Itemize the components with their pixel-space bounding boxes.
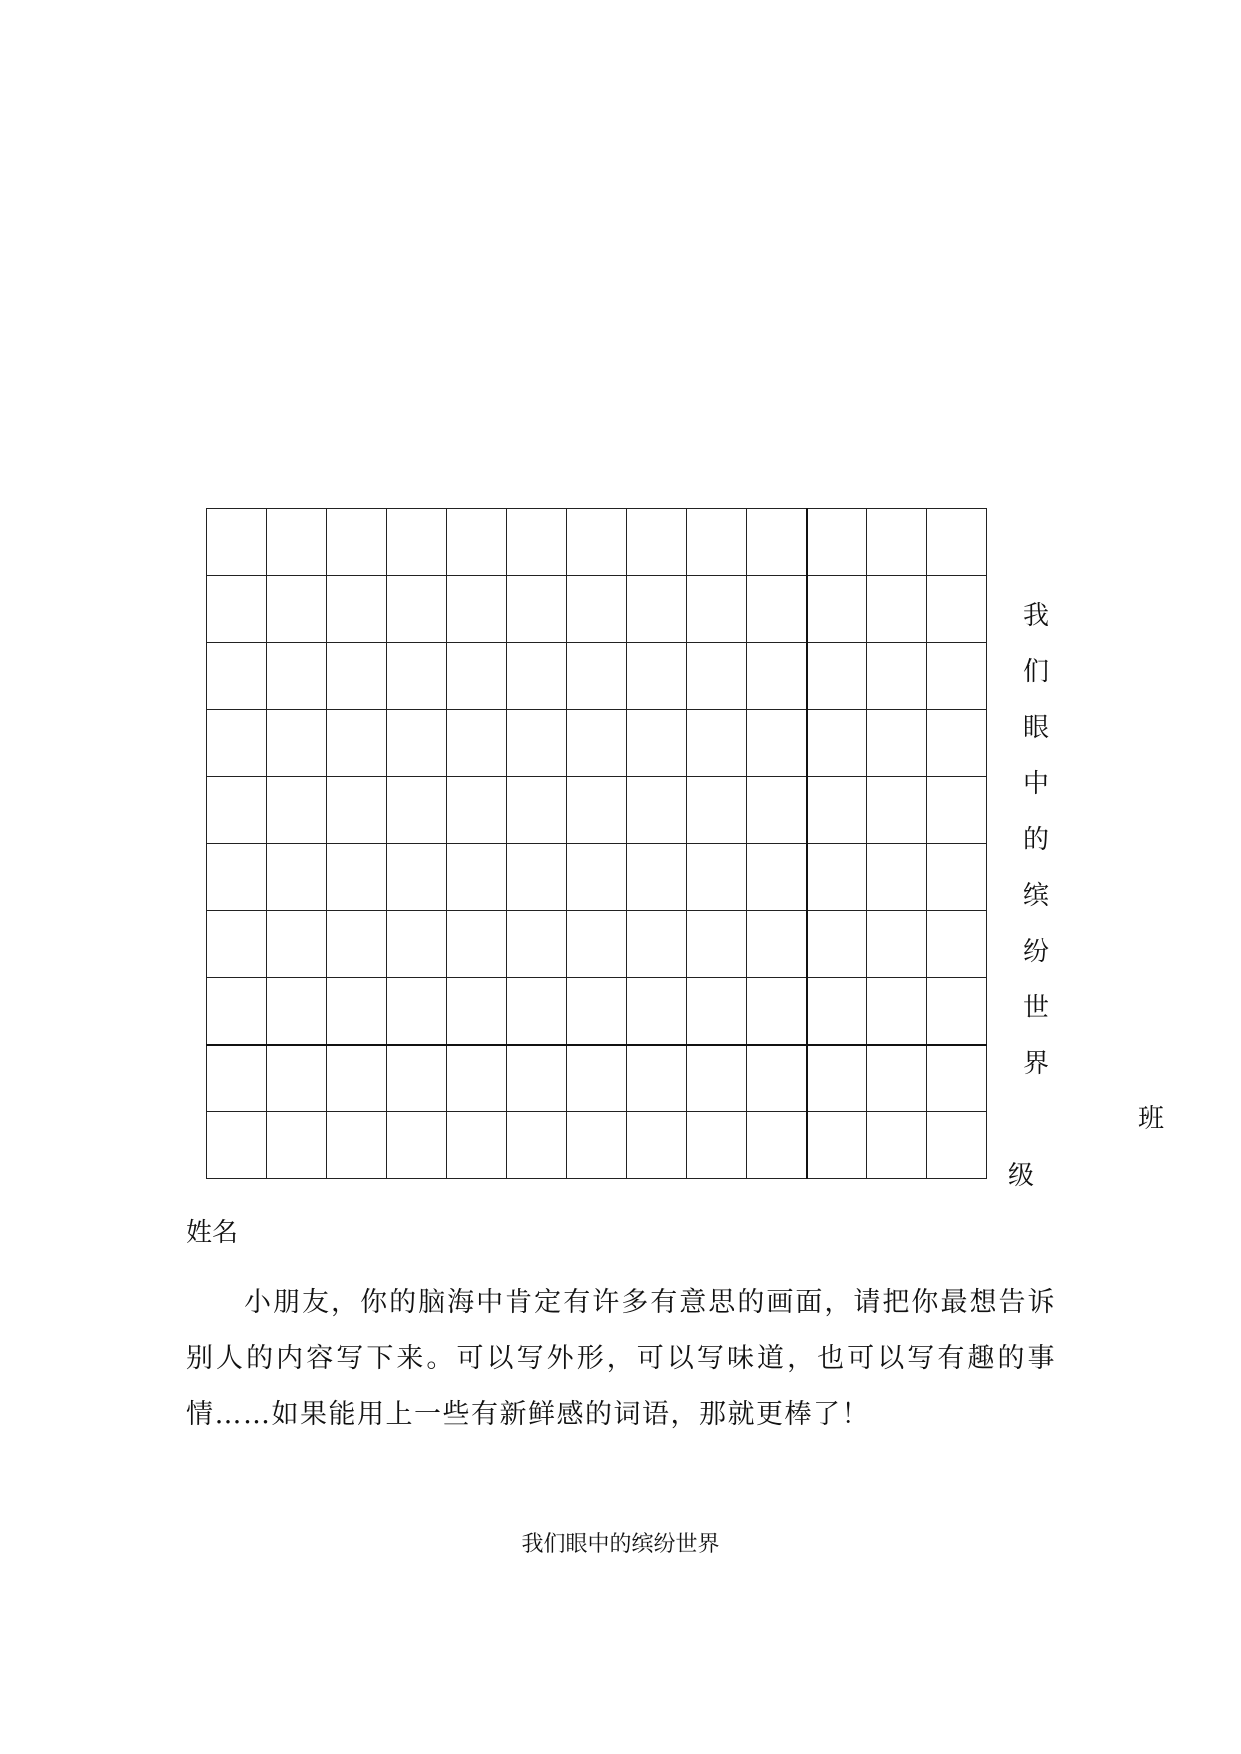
vertical-title-char: 缤	[1022, 881, 1049, 911]
grid-cell[interactable]	[867, 710, 927, 777]
grid-cell[interactable]	[327, 978, 387, 1045]
grid-cell[interactable]	[627, 710, 687, 777]
grid-cell[interactable]	[387, 643, 447, 710]
grid-cell[interactable]	[267, 1112, 327, 1179]
vertical-title-char: 界	[1022, 1049, 1049, 1079]
grid-cell[interactable]	[507, 844, 567, 911]
grid-cell[interactable]	[867, 777, 927, 844]
grid-row	[207, 844, 987, 911]
vertical-title-char: 们	[1022, 657, 1049, 687]
grid-cell[interactable]	[207, 1112, 267, 1179]
grid-cell[interactable]	[567, 911, 627, 978]
grid-cell[interactable]	[267, 978, 327, 1045]
grid-cell[interactable]	[507, 509, 567, 576]
grid-cell[interactable]	[267, 643, 327, 710]
grid-cell[interactable]	[627, 1112, 687, 1179]
grid-cell[interactable]	[387, 777, 447, 844]
grid-cell[interactable]	[747, 911, 807, 978]
grid-cell[interactable]	[927, 710, 987, 777]
grid-cell[interactable]	[267, 710, 327, 777]
grid-cell[interactable]	[327, 1045, 387, 1112]
footer-title: 我们眼中的缤纷世界	[521, 1532, 720, 1557]
grid-cell[interactable]	[387, 978, 447, 1045]
grid-cell[interactable]	[687, 710, 747, 777]
grid-cell[interactable]	[507, 643, 567, 710]
grid-cell[interactable]	[447, 643, 507, 710]
grid-cell[interactable]	[927, 576, 987, 643]
grid-cell[interactable]	[387, 576, 447, 643]
name-label: 姓名	[186, 1218, 239, 1248]
grid-cell[interactable]	[807, 911, 867, 978]
grid-cell[interactable]	[207, 643, 267, 710]
grid-cell[interactable]	[267, 576, 327, 643]
grid-cell[interactable]	[807, 710, 867, 777]
vertical-title	[1016, 596, 1056, 1100]
grid-cell[interactable]	[507, 710, 567, 777]
grid-cell[interactable]	[627, 1045, 687, 1112]
grid-cell[interactable]	[927, 643, 987, 710]
grid-cell[interactable]	[867, 1112, 927, 1179]
writing-grid[interactable]	[206, 508, 987, 1179]
vertical-title-char: 眼	[1022, 713, 1049, 743]
grid-cell[interactable]	[267, 1045, 327, 1112]
vertical-title-char: 我	[1022, 601, 1049, 631]
grid-cell[interactable]	[207, 911, 267, 978]
grid-cell[interactable]	[447, 710, 507, 777]
grid-cell[interactable]	[627, 643, 687, 710]
grid-cell[interactable]	[327, 777, 387, 844]
grid-cell[interactable]	[627, 844, 687, 911]
grid-cell[interactable]	[867, 911, 927, 978]
grid-cell[interactable]	[387, 911, 447, 978]
grid-cell[interactable]	[267, 509, 327, 576]
grid-cell[interactable]	[387, 1112, 447, 1179]
grid-cell[interactable]	[567, 710, 627, 777]
grid-cell[interactable]	[747, 710, 807, 777]
grid-cell[interactable]	[867, 509, 927, 576]
grid-row	[207, 643, 987, 710]
vertical-title-char: 纷	[1022, 937, 1049, 967]
grid-cell[interactable]	[627, 777, 687, 844]
grid-cell[interactable]	[327, 710, 387, 777]
grid-cell[interactable]	[807, 576, 867, 643]
grid-cell[interactable]	[747, 643, 807, 710]
grid-cell[interactable]	[627, 509, 687, 576]
grid-row	[207, 978, 987, 1045]
grid-cell[interactable]	[567, 844, 627, 911]
class-label-char-1: 班	[1138, 1104, 1165, 1134]
grid-cell[interactable]	[507, 777, 567, 844]
grid-cell[interactable]	[567, 1112, 627, 1179]
grid-cell[interactable]	[507, 978, 567, 1045]
grid-cell[interactable]	[747, 844, 807, 911]
class-label-char-2: 级	[1008, 1161, 1035, 1191]
grid-cell[interactable]	[207, 777, 267, 844]
grid-cell[interactable]	[807, 777, 867, 844]
grid-cell[interactable]	[387, 844, 447, 911]
grid-row	[207, 576, 987, 643]
grid-cell[interactable]	[447, 978, 507, 1045]
instructions-paragraph: 小朋友，你的脑海中肯定有许多有意思的画面，请把你最想告诉别人的内容写下来。可以写外形，可以写味道，也可以写有趣的事情……如果能用上一些有新鲜感的词语，那就更棒了！	[186, 1287, 1056, 1430]
grid-cell[interactable]	[327, 1112, 387, 1179]
grid-cell[interactable]	[507, 911, 567, 978]
writing-grid-body	[207, 509, 987, 1179]
grid-cell[interactable]	[747, 978, 807, 1045]
grid-cell[interactable]	[747, 1045, 807, 1112]
grid-cell[interactable]	[567, 509, 627, 576]
grid-cell[interactable]	[687, 978, 747, 1045]
grid-cell[interactable]	[867, 1045, 927, 1112]
grid-cell[interactable]	[387, 710, 447, 777]
grid-cell[interactable]	[747, 509, 807, 576]
grid-cell[interactable]	[867, 576, 927, 643]
vertical-title-char: 的	[1022, 825, 1049, 855]
grid-cell[interactable]	[627, 978, 687, 1045]
grid-cell[interactable]	[687, 844, 747, 911]
grid-cell[interactable]	[747, 576, 807, 643]
grid-cell[interactable]	[687, 1045, 747, 1112]
grid-cell[interactable]	[927, 1112, 987, 1179]
grid-cell[interactable]	[387, 509, 447, 576]
grid-cell[interactable]	[507, 576, 567, 643]
grid-cell[interactable]	[867, 643, 927, 710]
grid-cell[interactable]	[627, 911, 687, 978]
grid-cell[interactable]	[267, 911, 327, 978]
grid-cell[interactable]	[447, 844, 507, 911]
grid-cell[interactable]	[267, 844, 327, 911]
grid-cell[interactable]	[507, 1112, 567, 1179]
grid-cell[interactable]	[687, 911, 747, 978]
grid-cell[interactable]	[567, 777, 627, 844]
grid-cell[interactable]	[567, 643, 627, 710]
grid-cell[interactable]	[747, 1112, 807, 1179]
grid-cell[interactable]	[807, 1112, 867, 1179]
grid-cell[interactable]	[807, 978, 867, 1045]
grid-cell[interactable]	[327, 911, 387, 978]
grid-cell[interactable]	[627, 576, 687, 643]
grid-cell[interactable]	[207, 844, 267, 911]
grid-row	[207, 911, 987, 978]
grid-cell[interactable]	[927, 1045, 987, 1112]
grid-cell[interactable]	[327, 576, 387, 643]
grid-cell[interactable]	[447, 576, 507, 643]
grid-cell[interactable]	[447, 1112, 507, 1179]
grid-cell[interactable]	[687, 643, 747, 710]
grid-cell[interactable]	[927, 844, 987, 911]
grid-cell[interactable]	[207, 1045, 267, 1112]
grid-cell[interactable]	[927, 509, 987, 576]
grid-cell[interactable]	[447, 777, 507, 844]
grid-cell[interactable]	[687, 509, 747, 576]
grid-cell[interactable]	[507, 1045, 567, 1112]
grid-cell[interactable]	[747, 777, 807, 844]
grid-cell[interactable]	[567, 1045, 627, 1112]
grid-cell[interactable]	[267, 777, 327, 844]
grid-cell[interactable]	[807, 643, 867, 710]
grid-cell[interactable]	[387, 1045, 447, 1112]
grid-cell[interactable]	[447, 1045, 507, 1112]
grid-cell[interactable]	[807, 844, 867, 911]
grid-cell[interactable]	[567, 576, 627, 643]
grid-cell[interactable]	[867, 978, 927, 1045]
grid-cell[interactable]	[687, 777, 747, 844]
grid-row	[207, 710, 987, 777]
grid-cell[interactable]	[207, 509, 267, 576]
grid-cell[interactable]	[207, 576, 267, 643]
grid-cell[interactable]	[687, 1112, 747, 1179]
grid-row	[207, 1112, 987, 1179]
grid-cell[interactable]	[327, 844, 387, 911]
grid-cell[interactable]	[447, 509, 507, 576]
grid-cell[interactable]	[207, 710, 267, 777]
grid-row	[207, 777, 987, 844]
grid-cell[interactable]	[807, 509, 867, 576]
grid-cell[interactable]	[327, 643, 387, 710]
grid-cell[interactable]	[447, 911, 507, 978]
grid-row	[207, 509, 987, 576]
grid-cell[interactable]	[207, 978, 267, 1045]
grid-cell[interactable]	[867, 844, 927, 911]
grid-cell[interactable]	[927, 777, 987, 844]
grid-cell[interactable]	[687, 576, 747, 643]
vertical-title-char: 世	[1022, 993, 1049, 1023]
vertical-title-char: 中	[1022, 769, 1049, 799]
grid-cell[interactable]	[927, 978, 987, 1045]
grid-cell[interactable]	[327, 509, 387, 576]
grid-cell[interactable]	[807, 1045, 867, 1112]
grid-row	[207, 1045, 987, 1112]
grid-cell[interactable]	[567, 978, 627, 1045]
grid-cell[interactable]	[927, 911, 987, 978]
